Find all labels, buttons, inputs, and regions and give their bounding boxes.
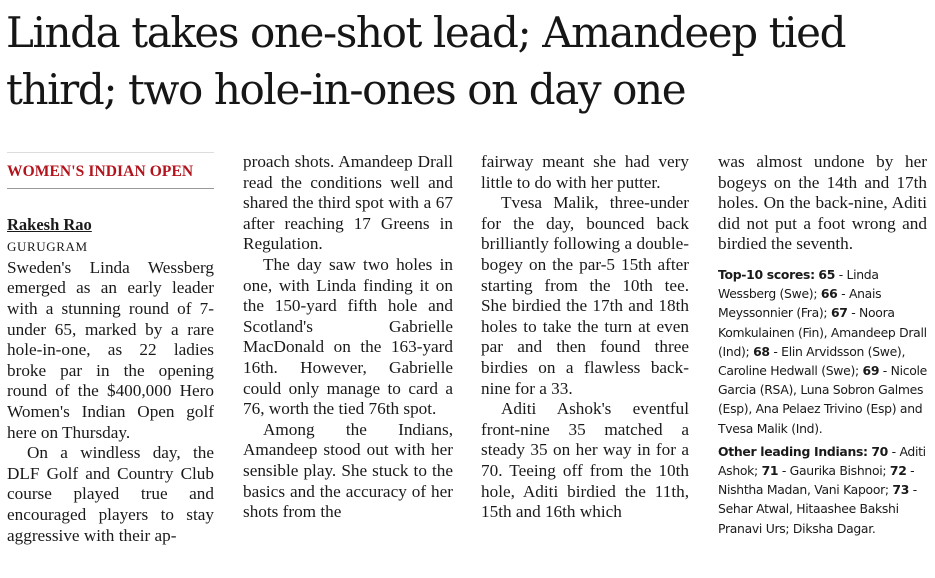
article-column-4 <box>718 152 927 538</box>
players: - Elin Arvidsson (Swe), Caroline Hedwall (Swe); <box>718 343 906 378</box>
article-column-2 <box>243 152 453 523</box>
paragraph: fairway meant she had very little to do with her putter. <box>481 152 689 192</box>
score: 67 <box>830 305 848 321</box>
players: - Nicole Garcia (RSA), Luna Sobron Galmes (Esp), Ana Pelaez Trivino (Esp) and Tvesa Malik (Ind). <box>718 362 927 436</box>
section-tag: WOMEN'S INDIAN OPEN <box>7 152 214 189</box>
players: - Gaurika Bishnoi; <box>778 463 890 478</box>
players: - Anais Meyssonnier (Fra); <box>718 286 882 321</box>
article-column-1 <box>7 152 214 546</box>
paragraph: Sweden's Linda Wessberg emerged as an early leader with a stunning round of 7-under 65, marked by a rare hole-in-one, as 22 ladies broke par in the opening round of the $400,000 Hero Women's Indian Open golf here on Thursday. <box>7 257 214 442</box>
score: 72 <box>889 463 907 478</box>
top10-scores <box>718 265 927 438</box>
article-column-3 <box>481 152 689 523</box>
score: 68 <box>753 343 770 359</box>
players: - Nishtha Madan, Vani Kapoor; <box>718 463 915 498</box>
score: 70 <box>871 443 888 459</box>
players: - Aditi Ashok; <box>718 443 926 478</box>
top10-label: Top-10 scores: <box>718 266 815 282</box>
headline: Linda takes one-shot lead; Amandeep tied third; two hole-in-ones on day one <box>6 8 846 114</box>
paragraph: was almost undone by her bogeys on the 14th and 17th holes. On the back-nine, Aditi did not put a foot wrong and birdied the seventh. <box>718 152 927 254</box>
byline-dateline: GURUGRAM <box>7 239 88 255</box>
other-label: Other leading Indians: <box>718 443 868 459</box>
paragraph: proach shots. Amandeep Drall read the conditions well and shared the third spot with a 67 after reaching 17 Greens in Regulation. <box>243 152 453 254</box>
score: 66 <box>820 286 838 302</box>
players: - Linda Wessberg (Swe); <box>718 266 879 302</box>
paragraph: Tvesa Malik, three-under for the day, bounced back brilliantly following a double-bogey on the par-5 15th after starting from the 10th tee. She birdied the 17th and 18th holes to take the turn at even par and then found three birdies on a flawless back-nine for a 33. <box>481 193 689 398</box>
scores-box <box>718 265 927 538</box>
paragraph: On a windless day, the DLF Golf and Country Club course played true and encouraged players to stay aggressive with their ap- <box>7 443 214 545</box>
other-indians-scores <box>718 442 927 538</box>
paragraph: The day saw two holes in one, with Linda finding it on the 150-yard fifth hole and Scotland's Gabrielle MacDonald on the 163-yard 16th. However, Gabrielle could only manage to card a 76, worth the tied 76th spot. <box>243 254 453 419</box>
score: 71 <box>761 463 779 478</box>
paragraph: Among the Indians, Amandeep stood out with her sensible play. She stuck to the basics and the accuracy of her shots from the <box>243 419 453 522</box>
score: 69 <box>862 362 880 378</box>
score: 65 <box>818 266 836 282</box>
players: - Noora Komkulainen (Fin), Amandeep Drall (Ind); <box>718 305 927 359</box>
score: 73 <box>892 482 910 498</box>
players: - Sehar Atwal, Hitaashee Bakshi Pranavi Urs; Diksha Dagar. <box>718 482 917 536</box>
paragraph: Aditi Ashok's eventful front-nine 35 matched a steady 35 on her way in for a 70. Teeing off from the 10th hole, Aditi birdied the 11th, 15th and 16th which <box>481 399 689 522</box>
byline-author: Rakesh Rao <box>7 214 92 234</box>
